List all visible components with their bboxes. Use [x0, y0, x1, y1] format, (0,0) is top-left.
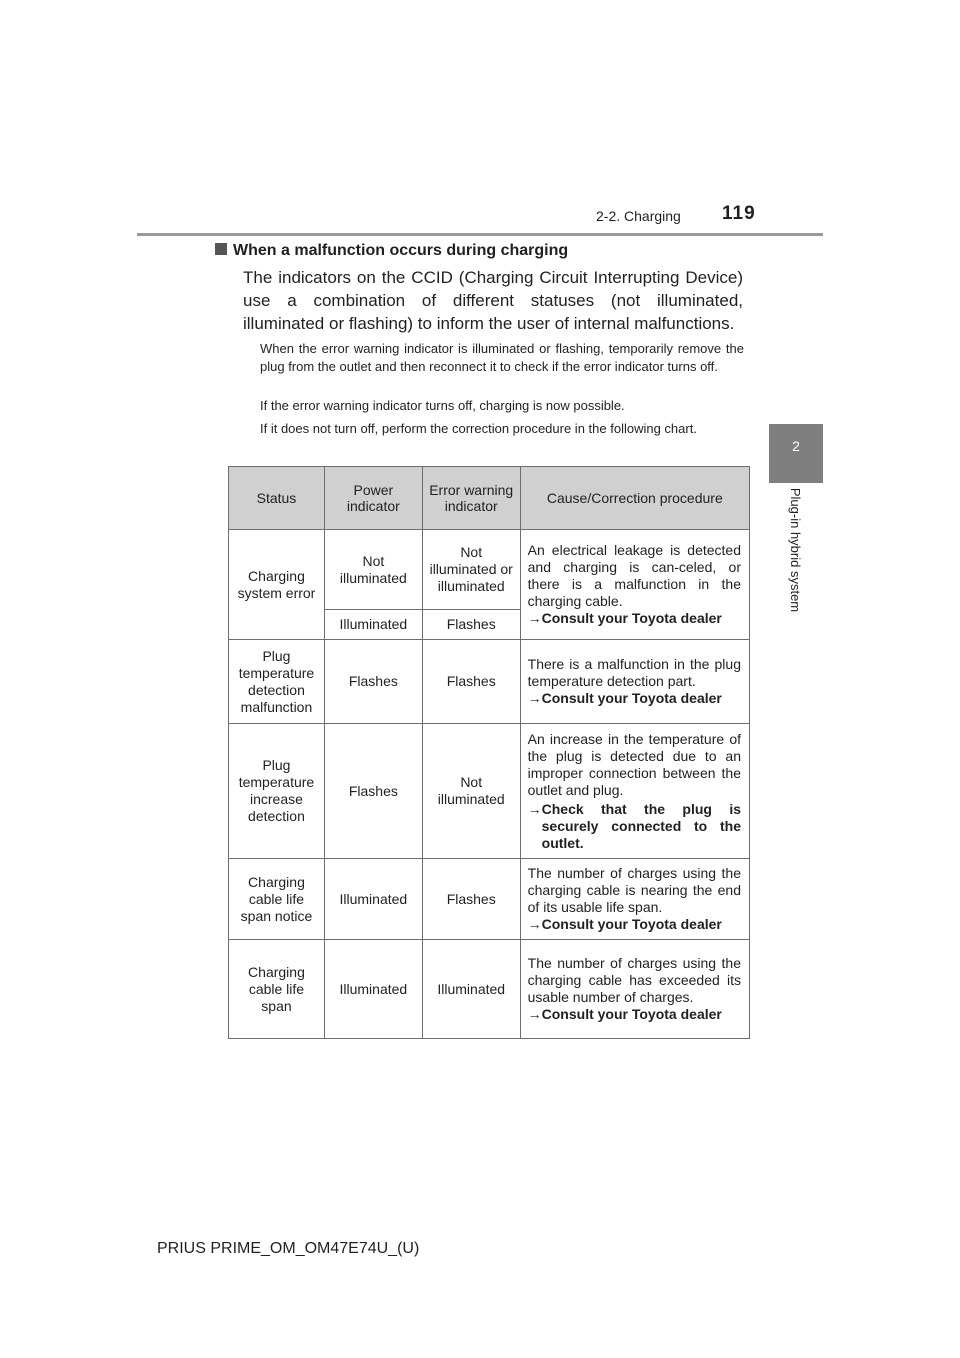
table-row [229, 530, 750, 610]
section-heading-text: When a malfunction occurs during charging [233, 242, 569, 259]
square-bullet-icon [215, 243, 227, 255]
table-row [229, 640, 750, 724]
cause-text: An increase in the temperature of the plug is detected due to an improper connection between the outlet and plug. [527, 730, 741, 798]
malfunction-table [228, 466, 750, 1039]
cause-text: The number of charges using the charging cable has exceeded its usable number of charges. [527, 955, 741, 1005]
cause-cell [520, 859, 749, 940]
cause-text: An electrical leakage is detected and charging is can-celed, or there is a malfunction in the charging cable. [527, 542, 741, 609]
header-divider [137, 233, 823, 236]
status-cell: Charging system error [229, 530, 325, 640]
action-text: Consult your Toyota dealer [541, 610, 722, 626]
column-header-status: Status [229, 467, 325, 530]
cause-cell [520, 640, 749, 724]
action-text: Consult your Toyota dealer [541, 916, 722, 932]
error-indicator-cell: Flashes [422, 610, 520, 640]
power-indicator-cell: Illuminated [324, 859, 422, 940]
power-indicator-cell: Illuminated [324, 610, 422, 640]
table-row [229, 940, 750, 1039]
table-row [229, 859, 750, 940]
chapter-number: 2 [792, 438, 800, 454]
status-cell: Plug temperature increase detection [229, 724, 325, 859]
section-heading [215, 242, 568, 260]
arrow-right-icon: → [527, 1006, 542, 1022]
power-indicator-cell: Illuminated [324, 940, 422, 1039]
page-header [0, 0, 960, 240]
chapter-label: Plug-in hybrid system [788, 487, 803, 613]
power-indicator-cell: Flashes [324, 640, 422, 724]
error-indicator-cell: Illuminated [422, 940, 520, 1039]
note-paragraph: When the error warning indicator is illuminated or flashing, temporarily remove the plug from the outlet and then reconnect it to check if the error indicator turns off. [260, 341, 744, 374]
action-text: Check that the plug is securely connected to the outlet. [541, 800, 741, 851]
section-title: 2-2. Charging [596, 208, 681, 224]
cause-text: The number of charges using the charging cable is nearing the end of its usable life span. [527, 865, 741, 915]
action-text: Consult your Toyota dealer [541, 1006, 722, 1022]
cause-cell [520, 530, 749, 640]
arrow-right-icon: → [527, 800, 542, 817]
error-indicator-cell: Flashes [422, 859, 520, 940]
arrow-right-icon: → [527, 610, 542, 626]
error-indicator-cell: Flashes [422, 640, 520, 724]
error-indicator-cell: Not illuminated or illuminated [422, 530, 520, 610]
table-row [229, 724, 750, 859]
document-footer: PRIUS PRIME_OM_OM47E74U_(U) [157, 1240, 420, 1257]
power-indicator-cell: Not illuminated [324, 530, 422, 610]
error-indicator-cell: Not illuminated [422, 724, 520, 859]
column-header-power-indicator: Power indicator [324, 467, 422, 530]
column-header-error-indicator: Error warning indicator [422, 467, 520, 530]
cause-cell [520, 940, 749, 1039]
note-paragraph: If it does not turn off, perform the correction procedure in the following chart. [260, 421, 697, 436]
power-indicator-cell: Flashes [324, 724, 422, 859]
cause-text: There is a malfunction in the plug temperature detection part. [527, 656, 741, 689]
arrow-right-icon: → [527, 916, 542, 932]
cause-cell [520, 724, 749, 859]
status-cell: Charging cable life span notice [229, 859, 325, 940]
note-paragraph: If the error warning indicator turns off, charging is now possible. [260, 398, 625, 413]
arrow-right-icon: → [527, 690, 542, 706]
column-header-cause: Cause/Correction procedure [520, 467, 749, 530]
page-number: 119 [722, 203, 756, 224]
action-text: Consult your Toyota dealer [541, 690, 722, 706]
action-line [528, 801, 741, 852]
status-cell: Charging cable life span [229, 940, 325, 1039]
table-header-row [229, 467, 750, 530]
intro-paragraph: The indicators on the CCID (Charging Circuit Interrupting Device) use a combination of different statuses (not illuminated, illuminated or flashing) to inform the user of internal malfunctions. [243, 268, 743, 333]
status-cell: Plug temperature detection malfunction [229, 640, 325, 724]
